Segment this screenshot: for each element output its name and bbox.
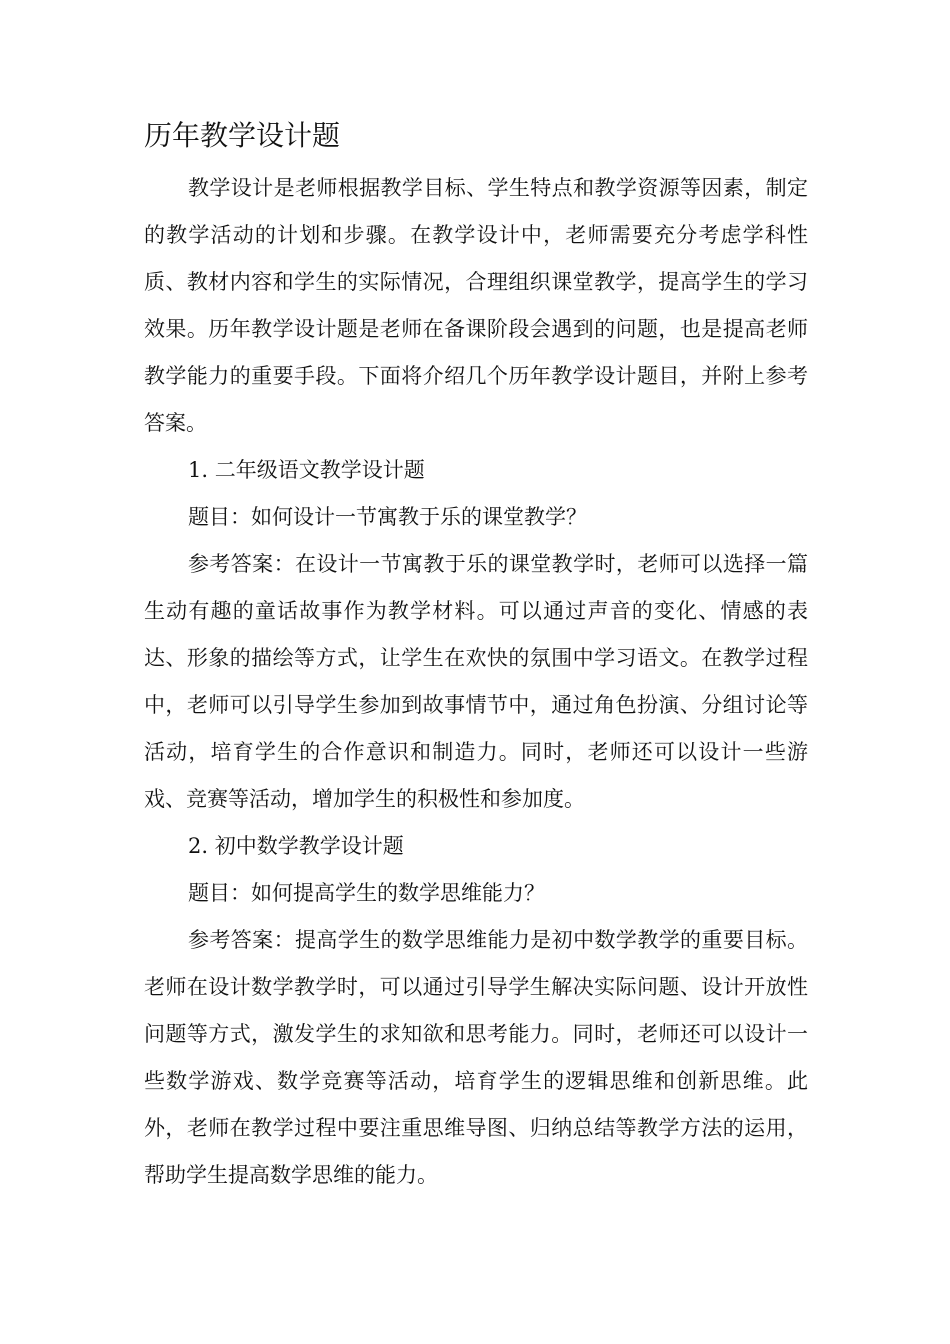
section-heading: 1. 二年级语文教学设计题	[188, 458, 425, 482]
intro-paragraph: 教学设计是老师根据教学目标、学生特点和教学资源等因素，制定的教学活动的计划和步骤。在教学设计中，老师需要充分考虑学科性质、教材内容和学生的实际情况，合理组织课堂教学，提高学生的学习效果。历年教学设计题是老师在备课阶段会遇到的问题，也是提高老师教学能力的重要手段。下面将介绍几个历年教学设计题目，并附上参考答案。	[144, 176, 808, 435]
document-title: 历年教学设计题	[144, 119, 341, 152]
section-heading: 2. 初中数学教学设计题	[188, 834, 404, 858]
section-question: 题目：如何提高学生的数学思维能力？	[188, 881, 545, 905]
section-answer: 参考答案：在设计一节寓教于乐的课堂教学时，老师可以选择一篇生动有趣的童话故事作为教学材料。可以通过声音的变化、情感的表达、形象的描绘等方式，让学生在欢快的氛围中学习语文。在教学过程中，老师可以引导学生参加到故事情节中，通过角色扮演、分组讨论等活动，培育学生的合作意识和制造力。同时，老师还可以设计一些游戏、竞赛等活动，增加学生的积极性和参加度。	[144, 552, 808, 811]
document-body	[144, 165, 808, 1199]
section-question: 题目：如何设计一节寓教于乐的课堂教学？	[188, 505, 587, 529]
section-answer: 参考答案：提高学生的数学思维能力是初中数学教学的重要目标。老师在设计数学教学时，可以通过引导学生解决实际问题、设计开放性问题等方式，激发学生的求知欲和思考能力。同时，老师还可以设计一些数学游戏、数学竞赛等活动，培育学生的逻辑思维和创新思维。此外，老师在教学过程中要注重思维导图、归纳总结等教学方法的运用，帮助学生提高数学思维的能力。	[144, 928, 808, 1187]
